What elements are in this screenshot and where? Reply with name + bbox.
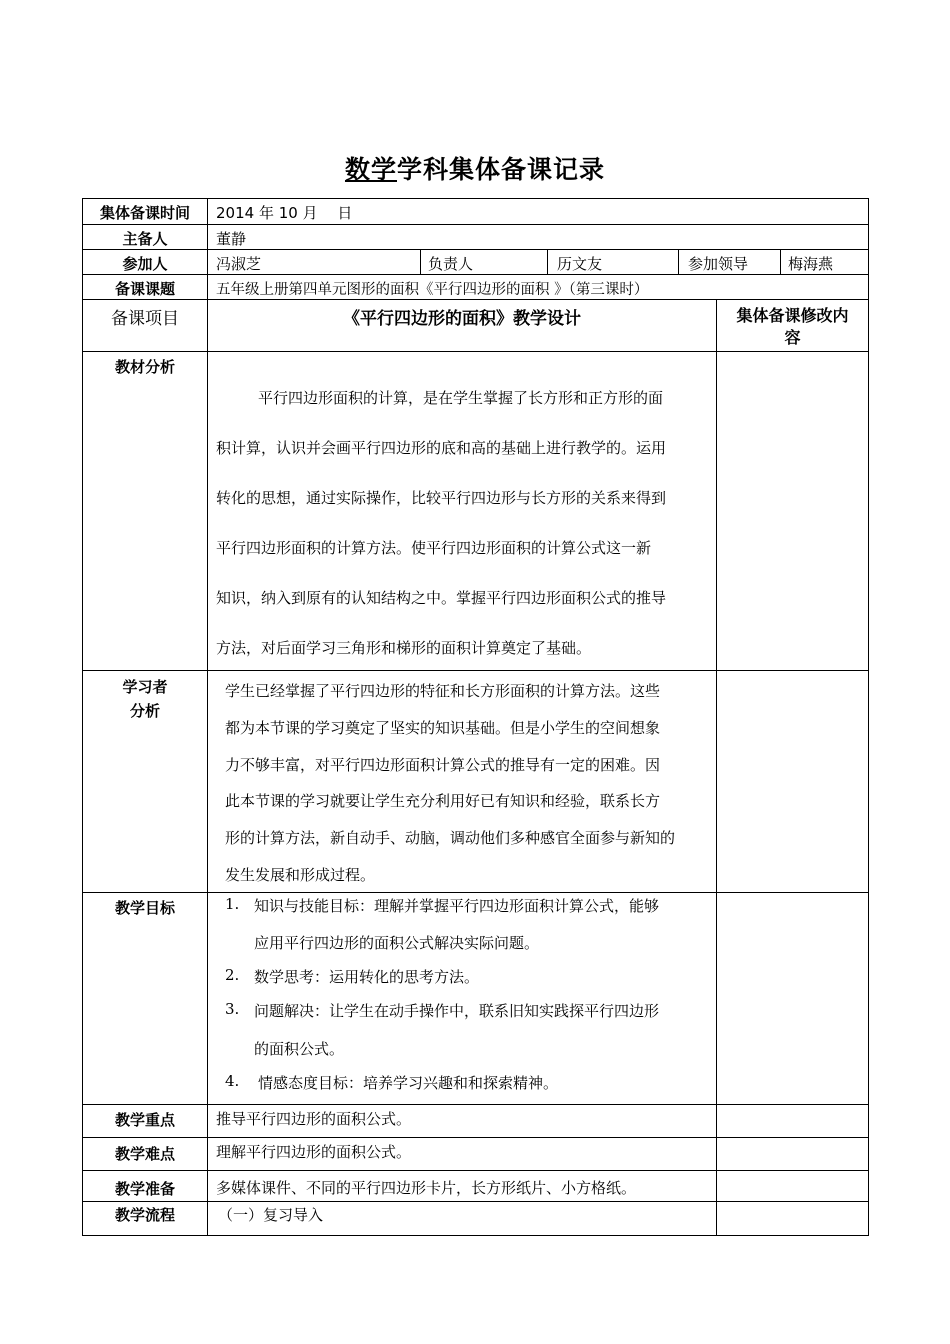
topic-label: 备课课题 [114,280,175,298]
goal-number: 2. [225,966,240,984]
row-divider [82,224,869,225]
goal-text: 的面积公式。 [254,1040,345,1058]
row-divider [82,1104,869,1105]
topic-value: 五年级上册第四单元图形的面积《平行四边形的面积 》（第三课时） [216,282,649,298]
goal-text: 知识与技能目标：理解并掌握平行四边形面积计算公式，能够 [254,897,660,915]
column-divider [780,249,781,274]
lead-label: 主备人 [122,230,168,248]
textbook-text [216,373,716,673]
responsible-value: 历文友 [557,255,603,273]
participants-label: 参加人 [122,255,168,273]
goal-number: 1. [225,895,240,913]
row-divider [82,1201,869,1202]
goal-number: 3. [225,1000,240,1018]
responsible-label: 负责人 [428,255,474,273]
textbook-line: 转化的思想，通过实际操作，比较平行四边形与长方形的关系来得到 [216,489,667,507]
row-divider [82,299,869,300]
revise-label: 集体备课修改内 容 [736,306,849,347]
row-divider [82,198,869,199]
textbook-line: 积计算，认识并会画平行四边形的底和高的基础上进行教学的。运用 [216,439,667,457]
textbook-line: 平行四边形面积的计算，是在学生掌握了长方形和正方形的面 [258,389,664,407]
row-divider [82,351,869,352]
prep-value: 多媒体课件、不同的平行四边形卡片，长方形纸片、小方格纸。 [216,1179,637,1197]
learner-line: 此本节课的学习就要让学生充分利用好已有知识和经验，联系长方 [225,792,661,811]
goals-label: 教学目标 [114,899,175,917]
learner-text [225,673,715,894]
learner-label: 学习者 分析 [122,678,168,720]
leader-value: 梅海燕 [788,255,834,273]
textbook-line: 知识，纳入到原有的认知结构之中。掌握平行四边形面积公式的推导 [216,589,667,607]
textbook-line: 方法，对后面学习三角形和梯形的面积计算奠定了基础。 [216,639,592,657]
time-label: 集体备课时间 [99,204,190,222]
participants-value: 冯淑芝 [216,255,262,273]
page-title: 数学学科集体备课记录 [344,155,606,184]
learner-line: 力不够丰富，对平行四边形面积计算公式的推导有一定的困难。因 [225,755,661,774]
column-divider [716,299,717,1236]
column-divider [868,198,869,1236]
key-value: 推导平行四边形的面积公式。 [216,1110,412,1128]
row-divider [82,1235,869,1236]
row-divider [82,274,869,275]
item-value: 《平行四边形的面积》教学设计 [343,309,581,329]
difficulty-value: 理解平行四边形的面积公式。 [216,1143,412,1161]
column-divider [207,198,208,1236]
column-divider [547,249,548,274]
leader-label: 参加领导 [688,255,749,273]
goal-text: 情感态度目标：培养学习兴趣和和探索精神。 [258,1074,559,1092]
row-divider [82,1170,869,1171]
goal-text: 问题解决：让学生在动手操作中，联系旧知实践探平行四边形 [254,1002,660,1020]
column-divider [678,249,679,274]
flow-label: 教学流程 [114,1206,175,1224]
time-value: 2014 年 10 月 日 [216,204,353,222]
goal-text: 数学思考：运用转化的思考方法。 [254,968,480,986]
learner-line: 形的计算方法，新自动手、动脑，调动他们多种感官全面参与新知的 [225,829,676,848]
learner-line: 发生发展和形成过程。 [225,865,376,884]
flow-value: （一）复习导入 [218,1206,324,1224]
column-divider [420,249,421,274]
goal-text: 应用平行四边形的面积公式解决实际问题。 [254,934,540,952]
goal-number: 4. [225,1072,240,1090]
textbook-line: 平行四边形面积的计算方法。使平行四边形面积的计算公式这一新 [216,539,652,557]
row-divider [82,1137,869,1138]
difficulty-label: 教学难点 [114,1145,175,1163]
item-label: 备课项目 [111,309,179,329]
row-divider [82,249,869,250]
learner-line: 都为本节课的学习奠定了坚实的知识基础。但是小学生的空间想象 [225,718,661,737]
key-label: 教学重点 [114,1111,175,1129]
prep-label: 教学准备 [114,1180,175,1198]
lead-value: 董静 [216,230,247,248]
learner-line: 学生已经掌握了平行四边形的特征和长方形面积的计算方法。这些 [225,682,661,700]
textbook-label: 教材分析 [114,358,175,376]
